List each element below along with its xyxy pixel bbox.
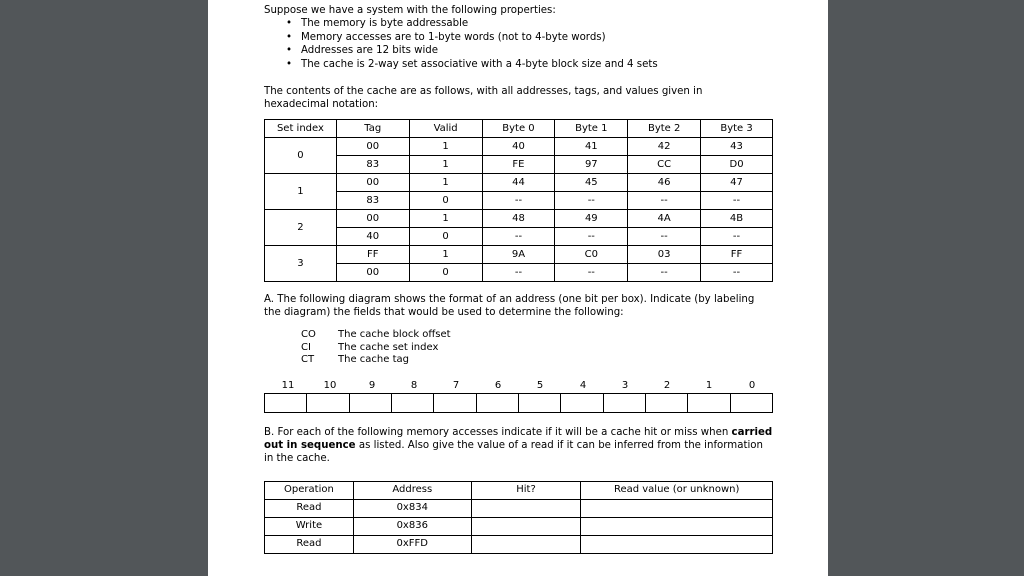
byte-cell: 97 [555, 156, 628, 174]
column-header: Byte 1 [555, 120, 628, 138]
field-code: CT [301, 354, 315, 366]
cache-table [264, 119, 773, 282]
valid-cell: 1 [409, 246, 482, 264]
field-description: The cache set index [338, 341, 439, 353]
hit-cell[interactable] [471, 517, 581, 535]
table-row [265, 517, 773, 535]
byte-cell: -- [701, 264, 773, 282]
byte-cell: FF [701, 246, 773, 264]
bit-label: 3 [621, 379, 629, 391]
table-row [265, 174, 773, 192]
table-row [265, 499, 773, 517]
read-value-cell[interactable] [581, 535, 773, 553]
set-index-cell: 0 [265, 138, 337, 174]
byte-cell: 40 [482, 138, 555, 156]
contents-text: The contents of the cache are as follows, with all addresses, tags, and values given in hexadecimal notation: [264, 86, 703, 111]
byte-cell: -- [628, 228, 701, 246]
address-bit-boxes [264, 393, 773, 413]
table-row [265, 228, 773, 246]
byte-cell: 41 [555, 138, 628, 156]
list-item: • Memory accesses are to 1-byte words (not to 4-byte words) [286, 31, 774, 45]
set-index-cell: 1 [265, 174, 337, 210]
table-row [265, 210, 773, 228]
address-cell: 0xFFD [353, 535, 471, 553]
valid-cell: 0 [409, 192, 482, 210]
hit-cell[interactable] [471, 499, 581, 517]
bit-box[interactable] [604, 394, 646, 412]
bit-box[interactable] [561, 394, 603, 412]
set-index-cell: 3 [265, 246, 337, 282]
byte-cell: -- [482, 192, 555, 210]
column-header: Hit? [471, 481, 581, 499]
bit-box[interactable] [265, 394, 307, 412]
byte-cell: -- [482, 264, 555, 282]
byte-cell: 42 [628, 138, 701, 156]
byte-cell: 44 [482, 174, 555, 192]
bit-label: 7 [452, 379, 460, 391]
read-value-cell[interactable] [581, 499, 773, 517]
bit-box[interactable] [688, 394, 730, 412]
byte-cell: FE [482, 156, 555, 174]
valid-cell: 1 [409, 174, 482, 192]
properties-list [264, 17, 774, 71]
address-cell: 0x834 [353, 499, 471, 517]
table-row [265, 138, 773, 156]
column-header: Byte 3 [701, 120, 773, 138]
byte-cell: 46 [628, 174, 701, 192]
valid-cell: 1 [409, 210, 482, 228]
hit-cell[interactable] [471, 535, 581, 553]
tag-cell: 00 [336, 210, 409, 228]
part-b-text: B. For each of the following memory accesses indicate if it will be a cache hit or miss when carried out in sequence as listed. Also give the value of a read if it can be inferred from the information in the cache. [264, 426, 773, 464]
column-header: Valid [409, 120, 482, 138]
tag-cell: 00 [336, 138, 409, 156]
byte-cell: -- [555, 228, 628, 246]
tag-cell: 00 [336, 264, 409, 282]
document-content [264, 4, 774, 554]
bit-label: 0 [748, 379, 756, 391]
table-header-row [265, 481, 773, 499]
bit-position-labels [264, 379, 773, 393]
bit-label: 5 [536, 379, 544, 391]
field-description: The cache tag [338, 354, 409, 366]
tag-cell: FF [336, 246, 409, 264]
list-item: • The memory is byte addressable [286, 17, 774, 31]
byte-cell: -- [701, 192, 773, 210]
field-code: CI [301, 341, 311, 353]
byte-cell: CC [628, 156, 701, 174]
bit-box[interactable] [307, 394, 349, 412]
list-item: • The cache is 2-way set associative with a 4-byte block size and 4 sets [286, 58, 774, 72]
bit-box[interactable] [477, 394, 519, 412]
byte-cell: 03 [628, 246, 701, 264]
bit-label: 6 [494, 379, 502, 391]
table-row [265, 192, 773, 210]
byte-cell: 47 [701, 174, 773, 192]
intro-text: Suppose we have a system with the following properties: [264, 5, 556, 16]
column-header: Address [353, 481, 471, 499]
field-codes-list [301, 329, 774, 367]
table-row [265, 156, 773, 174]
tag-cell: 00 [336, 174, 409, 192]
field-description: The cache block offset [338, 329, 451, 341]
bit-box[interactable] [350, 394, 392, 412]
operation-cell: Read [265, 499, 354, 517]
byte-cell: 45 [555, 174, 628, 192]
access-table [264, 481, 773, 554]
bit-label: 2 [663, 379, 671, 391]
emphasis-text: carried out in sequence [264, 426, 773, 451]
byte-cell: 49 [555, 210, 628, 228]
bit-label: 4 [579, 379, 587, 391]
valid-cell: 0 [409, 264, 482, 282]
byte-cell: -- [628, 264, 701, 282]
operation-cell: Write [265, 517, 354, 535]
list-item [301, 342, 774, 355]
bit-box[interactable] [646, 394, 688, 412]
bit-box[interactable] [519, 394, 561, 412]
table-row [265, 535, 773, 553]
bit-label: 8 [410, 379, 418, 391]
part-a-text: A. The following diagram shows the format of an address (one bit per box). Indicate (by labeling the diagram) the fields that would be used to determine the following: [264, 294, 755, 319]
tag-cell: 83 [336, 156, 409, 174]
document-page [208, 0, 828, 576]
byte-cell: -- [628, 192, 701, 210]
byte-cell: -- [482, 228, 555, 246]
valid-cell: 1 [409, 156, 482, 174]
set-index-cell: 2 [265, 210, 337, 246]
byte-cell: 9A [482, 246, 555, 264]
byte-cell: 43 [701, 138, 773, 156]
operation-cell: Read [265, 535, 354, 553]
bit-label: 10 [323, 379, 337, 391]
column-header: Byte 2 [628, 120, 701, 138]
tag-cell: 40 [336, 228, 409, 246]
list-item [301, 329, 774, 342]
field-code: CO [301, 329, 316, 341]
column-header: Byte 0 [482, 120, 555, 138]
table-header-row [265, 120, 773, 138]
list-item: • Addresses are 12 bits wide [286, 44, 774, 58]
byte-cell: -- [555, 264, 628, 282]
byte-cell: 4B [701, 210, 773, 228]
byte-cell: D0 [701, 156, 773, 174]
column-header: Tag [336, 120, 409, 138]
byte-cell: -- [555, 192, 628, 210]
bit-label: 1 [705, 379, 713, 391]
list-item [301, 354, 774, 367]
byte-cell: -- [701, 228, 773, 246]
bit-box[interactable] [434, 394, 476, 412]
table-row [265, 264, 773, 282]
bit-box[interactable] [731, 394, 772, 412]
bit-label: 11 [281, 379, 295, 391]
column-header: Operation [265, 481, 354, 499]
column-header: Set index [265, 120, 337, 138]
byte-cell: 48 [482, 210, 555, 228]
bit-label: 9 [368, 379, 376, 391]
read-value-cell[interactable] [581, 517, 773, 535]
valid-cell: 1 [409, 138, 482, 156]
byte-cell: 4A [628, 210, 701, 228]
bit-box[interactable] [392, 394, 434, 412]
column-header: Read value (or unknown) [581, 481, 773, 499]
table-row [265, 246, 773, 264]
address-cell: 0x836 [353, 517, 471, 535]
valid-cell: 0 [409, 228, 482, 246]
byte-cell: C0 [555, 246, 628, 264]
tag-cell: 83 [336, 192, 409, 210]
